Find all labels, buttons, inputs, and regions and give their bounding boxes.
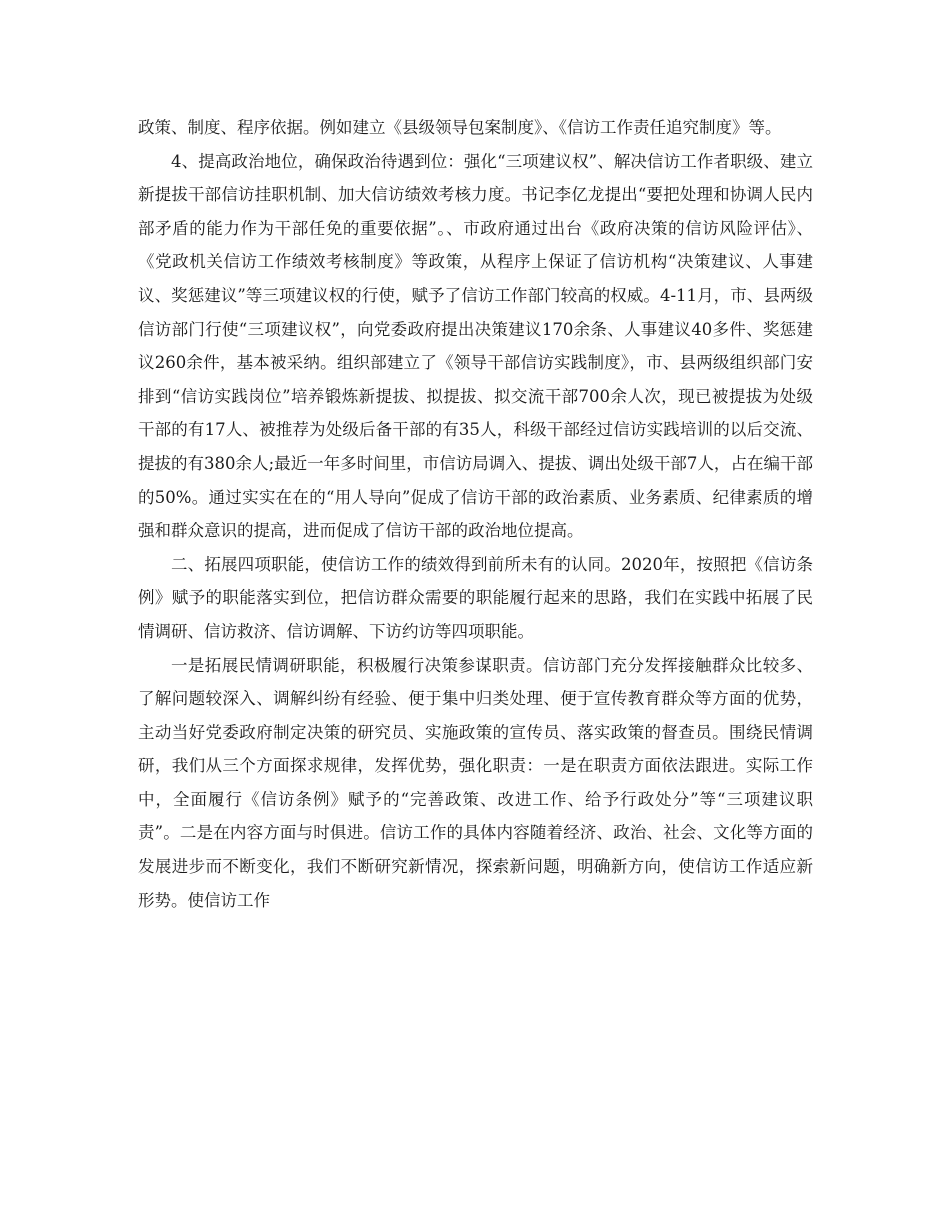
document-body xyxy=(138,111,813,917)
paragraph-public-opinion-research: 一是拓展民情调研职能，积极履行决策参谋职责。信访部门充分发挥接触群众比较多、了解问题较深入、调解纠纷有经验、便于集中归类处理、便于宣传教育群众等方面的优势，主动当好党委政府制定决策的研究员、实施政策的宣传员、落实政策的督查员。围绕民情调研，我们从三个方面探求规律，发挥优势，强化职责：一是在职责方面依法跟进。实际工作中，全面履行《信访条例》赋予的“完善政策、改进工作、给予行政处分”等“三项建议职责”。二是在内容方面与时俱进。信访工作的具体内容随着经济、政治、社会、文化等方面的发展进步而不断变化，我们不断研究新情况，探索新问题，明确新方向，使信访工作适应新形势。使信访工作 xyxy=(138,655,813,910)
paragraph-four-functions: 二、拓展四项职能，使信访工作的绩效得到前所未有的认同。2020年，按照把《信访条例》赋予的职能落实到位，把信访群众需要的职能履行起来的思路，我们在实践中拓展了民情调研、信访救济、信访调解、下访约访等四项职能。 xyxy=(138,554,813,641)
paragraph-political-status: 4、提高政治地位，确保政治待遇到位：强化“三项建议权”、解决信访工作者职级、建立新提拔干部信访挂职机制、加大信访绩效考核力度。书记李亿龙提出“要把处理和协调人民内部矛盾的能力作为干部任免的重要依据”。、市政府通过出台《政府决策的信访风险评估》、《党政机关信访工作绩效考核制度》等政策，从程序上保证了信访机构“决策建议、人事建议、奖惩建议”等三项建议权的行使，赋予了信访工作部门较高的权威。4-11月，市、县两级信访部门行使“三项建议权”，向党委政府提出决策建议170余条、人事建议40多件、奖惩建议260余件，基本被采纳。组织部建立了《领导干部信访实践制度》，市、县两级组织部门安排到“信访实践岗位”培养锻炼新提拔、拟提拔、拟交流干部700余人次，现已被提拔为处级干部的有17人、被推荐为处级后备干部的有35人，科级干部经过信访实践培训的以后交流、提拔的有380余人;最近一年多时间里，市信访局调入、提拔、调出处级干部7人，占在编干部的50%。通过实实在在的“用人导向”促成了信访干部的政治素质、业务素质、纪律素质的增强和群众意识的提高，进而促成了信访干部的政治地位提高。 xyxy=(138,151,813,541)
paragraph-continuation: 政策、制度、程序依据。例如建立《县级领导包案制度》、《信访工作责任追究制度》等。 xyxy=(138,118,782,137)
